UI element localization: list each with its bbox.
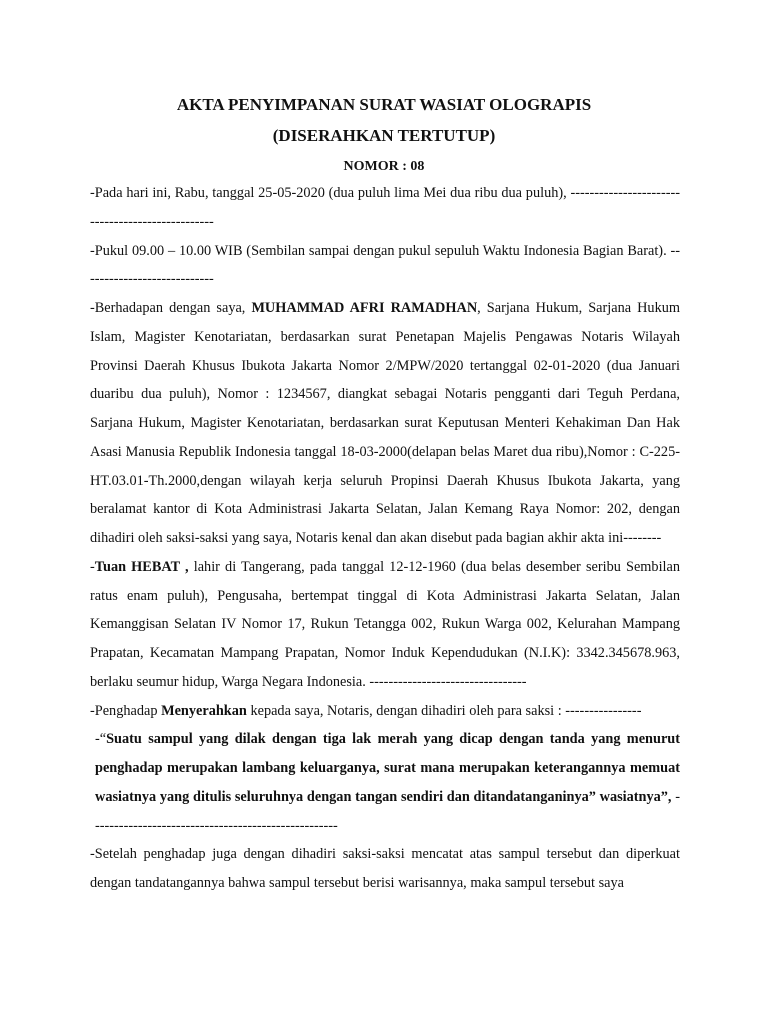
- paragraph-handover: [90, 697, 680, 726]
- paragraph-appearer: [90, 553, 680, 697]
- document-title: AKTA PENYIMPANAN SURAT WASIAT OLOGRAPIS: [176, 95, 592, 114]
- paragraph-time: -Pukul 09.00 – 10.00 WIB (Sembilan sampai dengan pukul sepuluh Waktu Indonesia Bagian Barat). ----------------------------: [90, 242, 680, 288]
- document-body: [90, 177, 680, 898]
- appearer-name: Tuan HEBAT ,: [94, 558, 189, 575]
- handover-details: kepada saya, Notaris, dengan dihadiri oleh para saksi : ----------------: [246, 702, 642, 719]
- quote-text: Suatu sampul yang dilak dengan tiga lak merah yang dicap dengan tanda yang menurut penghadap merupakan lambang keluarganya, surat mana merupakan keterangannya memuat wasiatnya yang ditulis seluruhnya dengan tangan sendiri dan ditandatanganinya” wasiatnya”,: [95, 731, 680, 805]
- document-number: NOMOR : 08: [343, 159, 425, 174]
- document-subtitle: (DISERAHKAN TERTUTUP): [272, 126, 496, 145]
- handover-intro: -Penghadap: [90, 702, 162, 719]
- paragraph-date: -Pada hari ini, Rabu, tanggal 25-05-2020 (dua puluh lima Mei dua ribu dua puluh), -------------------------------------------------: [90, 185, 680, 230]
- paragraph-envelope-quote: [90, 725, 680, 840]
- quote-dashes: ----------------------------------------------------: [95, 788, 680, 834]
- quote-open: -“: [95, 731, 107, 748]
- appearer-details: lahir di Tangerang, pada tanggal 12-12-1960 (dua belas desember seribu Sembilan ratus enam puluh), Pengusaha, bertempat tinggal di Kota Administrasi Jakarta Selatan, Jalan Kemanggisan Selatan IV Nomor 17, Rukun Tetangga 002, Rukun Warga 002, Kelurahan Mampang Prapatan, Kecamatan Mampang Prapatan, Nomor Induk Kependudukan (N.I.K): 3342.345678.963, berlaku seumur hidup, Warga Negara Indonesia. ---------------------------------: [90, 558, 681, 690]
- handover-verb: Menyerahkan: [161, 702, 247, 719]
- notary-details: , Sarjana Hukum, Sarjana Hukum Islam, Magister Kenotariatan, berdasarkan surat Penetapan Majelis Pengawas Notaris Wilayah Provinsi Daerah Khusus Ibukota Jakarta Nomor 2/MPW/2020 tertanggal 02-01-2020 (dua Januari duaribu dua puluh), Nomor : 1234567, diangkat sebagai Notaris pengganti dari Teguh Perdana, Sarjana Hukum, Magister Kenotariatan, berdasarkan surat Keputusan Menteri Kehakiman Dan Hak Asasi Manusia Republik Indonesia tanggal 18-03-2000(delapan belas Maret dua ribu),Nomor : C-225-HT.03.01-Th.2000,dengan wilayah kerja seluruh Propinsi Daerah Khusus Ibukota Jakarta, yang beralamat kantor di Kota Administrasi Jakarta Selatan, Jalan Kemang Raya Nomor: 202, dengan dihadiri oleh saksi-saksi yang saya, Notaris kenal dan akan disebut pada bagian akhir akta ini--------: [90, 300, 680, 546]
- notary-name: MUHAMMAD AFRI RAMADHAN: [251, 300, 478, 316]
- notary-intro: -Berhadapan dengan saya,: [90, 300, 252, 316]
- paragraph-notary: [90, 294, 680, 553]
- appearer-dash: -: [90, 558, 95, 575]
- paragraph-after: -Setelah penghadap juga dengan dihadiri saksi-saksi mencatat atas sampul tersebut dan diperkuat dengan tandatangannya bahwa sampul tersebut berisi warisannya, maka sampul tersebut saya: [90, 846, 680, 891]
